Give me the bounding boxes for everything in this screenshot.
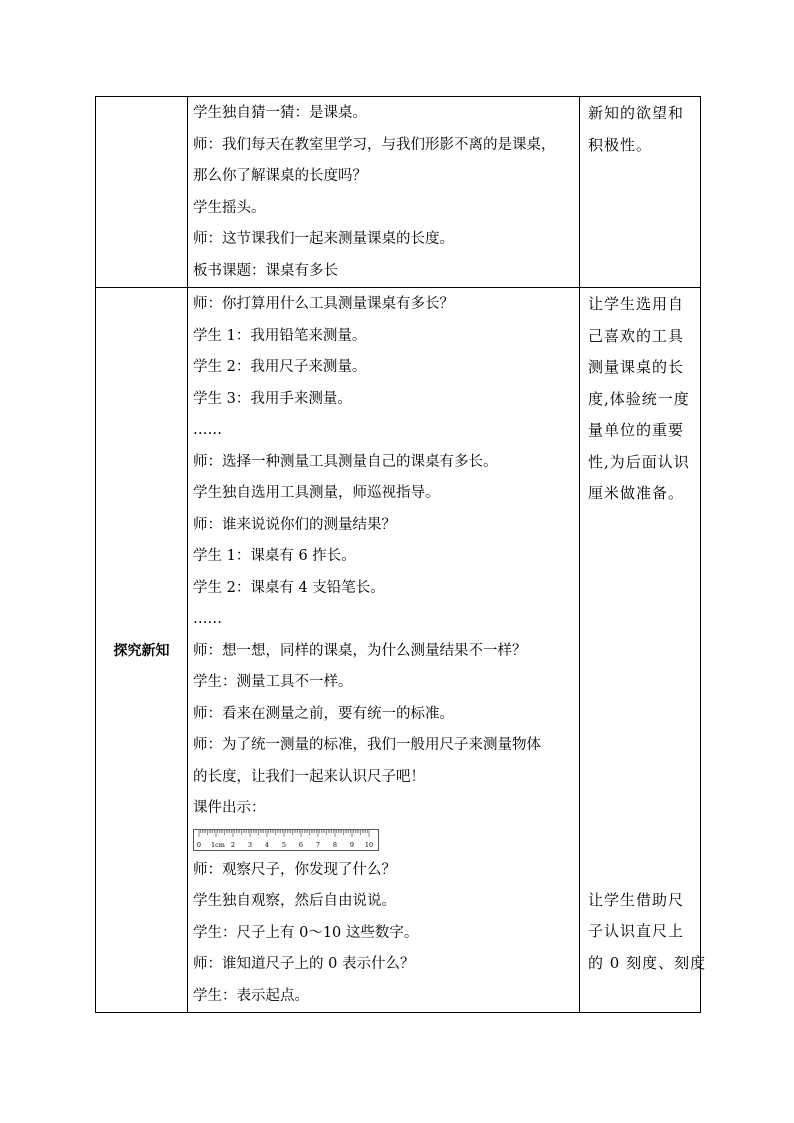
stage-label: 探究新知 — [113, 643, 170, 659]
process-cell — [188, 288, 580, 1013]
ruler-label: 5 — [281, 840, 287, 849]
text-line: 学生独自猜一猜：是课桌。 — [193, 105, 367, 121]
text-line: 学生 2：我用尺子来测量。 — [193, 359, 367, 375]
text-line: 学生独自观察，然后自由说说。 — [193, 893, 396, 909]
note-line: 度,体验统一度 — [588, 389, 690, 408]
text-line: …… — [193, 611, 222, 627]
ruler-image — [193, 829, 379, 851]
process-cell — [188, 97, 580, 288]
text-line: …… — [193, 422, 222, 438]
table-row — [96, 97, 701, 288]
ruler-label: 10 — [364, 840, 374, 849]
ruler-label: 0 — [196, 840, 202, 849]
text-line: 那么你了解课桌的长度吗？ — [193, 168, 367, 184]
text-line: 师：这节课我们一起来测量课桌的长度。 — [193, 231, 454, 247]
text-line: 师：选择一种测量工具测量自己的课桌有多长。 — [193, 453, 498, 470]
note-line: 让学生借助尺 — [588, 890, 685, 909]
text-line: 学生：测量工具不一样。 — [193, 674, 353, 690]
lesson-plan-table — [95, 96, 707, 1013]
text-line: 师：看来在测量之前，要有统一的标准。 — [193, 705, 454, 722]
note-line: 让学生选用自 — [588, 295, 685, 313]
note-line: 厘米做准备。 — [588, 484, 685, 502]
ruler-label: 8 — [332, 840, 338, 849]
note-line: 性,为后面认识 — [588, 452, 690, 471]
note-line: 己喜欢的工具 — [588, 326, 685, 345]
text-line: 学生：尺子上有 0～10 这些数字。 — [193, 924, 419, 941]
note-line: 积极性。 — [588, 135, 653, 154]
ruler-label: 7 — [315, 840, 321, 849]
note-line: 测量课桌的长 — [588, 358, 685, 376]
text-line: 学生独自选用工具测量，师巡视指导。 — [193, 485, 440, 501]
intent-cell — [580, 288, 707, 1013]
ruler-label: 3 — [247, 840, 253, 849]
text-line: 学生 1：课桌有 6 拃长。 — [193, 548, 356, 564]
text-line: 师：你打算用什么工具测量课桌有多长？ — [193, 296, 454, 312]
text-line: 学生 2：课桌有 4 支铅笔长。 — [193, 579, 385, 596]
ruler-label: 4 — [264, 840, 270, 849]
stage-cell-empty — [96, 97, 188, 288]
note-line: 新知的欲望和 — [588, 104, 685, 122]
text-line: 的长度，让我们一起来认识尺子吧！ — [193, 768, 425, 785]
text-line: 师：为了统一测量的标准，我们一般用尺子来测量物体 — [193, 737, 541, 753]
ruler-label: 1cm — [211, 840, 225, 849]
ruler-label: 2 — [230, 840, 236, 849]
text-line: 师：谁来说说你们的测量结果？ — [193, 516, 396, 533]
text-line: 板书课题：课桌有多长 — [193, 262, 338, 279]
note-line: 的 0 刻度、刻度 — [588, 953, 707, 972]
ruler-label: 6 — [298, 840, 304, 849]
text-line: 学生摇头。 — [193, 199, 266, 216]
text-line: 学生 1：我用铅笔来测量。 — [193, 327, 367, 344]
text-line: 学生 3：我用手来测量。 — [193, 390, 352, 407]
stage-cell — [96, 288, 188, 1013]
text-line: 师：观察尺子，你发现了什么？ — [193, 861, 396, 878]
note-line: 子认识直尺上 — [588, 922, 685, 940]
text-line: 师：我们每天在教室里学习，与我们形影不离的是课桌， — [193, 136, 556, 153]
text-line: 师：想一想，同样的课桌，为什么测量结果不一样？ — [193, 642, 527, 659]
ruler-label: 9 — [349, 840, 355, 849]
intent-cell — [580, 97, 701, 288]
text-line: 学生：表示起点。 — [193, 987, 309, 1004]
text-line: 师：谁知道尺子上的 0 表示什么？ — [193, 956, 415, 972]
text-line: 课件出示： — [193, 800, 266, 816]
note-line: 量单位的重要 — [588, 421, 685, 439]
table-row — [96, 288, 701, 1013]
